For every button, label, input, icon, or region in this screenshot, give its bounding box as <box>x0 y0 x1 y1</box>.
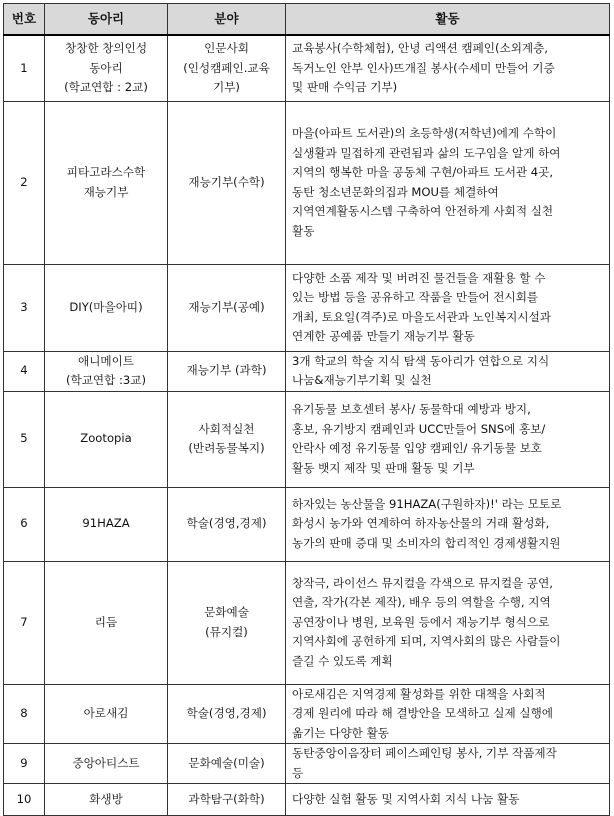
club-name-line: 피타고라스수학 <box>66 165 146 179</box>
club-activity <box>286 487 610 561</box>
row-number: 1 <box>4 35 45 101</box>
club-name <box>45 561 168 684</box>
club-field-line: (반려동물복지) <box>188 441 265 455</box>
club-name <box>45 784 168 816</box>
club-activity-line: 농가의 판매 증대 및 소비자의 합리적인 경제생활지원 <box>292 535 561 550</box>
club-field <box>168 101 286 264</box>
club-field-line: 기부) <box>213 80 240 94</box>
club-field-line: 문화예술 <box>204 605 249 619</box>
club-field <box>168 784 286 816</box>
table-row <box>4 784 610 816</box>
row-number: 6 <box>4 487 45 561</box>
club-name-line: (학교연합 :3교) <box>65 373 146 387</box>
header-number: 번호 <box>4 4 45 36</box>
club-field-line: (뮤지컬) <box>205 624 248 639</box>
club-activity-line: 동탄 청소년문화의집과 MOU를 체결하여 <box>292 184 499 199</box>
club-name <box>45 264 168 351</box>
club-activity-line: 즐길 수 있도록 계획 <box>292 653 393 668</box>
row-number: 9 <box>4 744 45 784</box>
club-field <box>168 35 286 101</box>
club-activity <box>286 744 610 784</box>
club-activity-line: 창작극, 라이선스 뮤지컬을 각색으로 뮤지컬을 공연, <box>292 575 553 590</box>
club-activity <box>286 784 610 816</box>
club-field <box>168 351 286 391</box>
club-field-line: (인성캠페인.교육 <box>183 60 270 75</box>
club-name <box>45 487 168 561</box>
club-activity-line: 유기동물 보호센터 봉사/ 동물학대 예방과 방지, <box>292 402 531 416</box>
club-activity-line: 개최, 토요일(격주)로 마을도서관과 노인복지시설과 <box>292 309 551 324</box>
club-activity-line: 동탄중앙이음장터 페이스페인팅 봉사, 기부 작품제작 <box>292 746 557 760</box>
club-field-line: 재능기부(수학) <box>188 174 265 189</box>
table-row <box>4 684 610 744</box>
table-row <box>4 264 610 351</box>
club-activity-line: 옮기는 다양한 활동 <box>292 725 389 740</box>
row-number: 3 <box>4 264 45 351</box>
club-activity <box>286 391 610 487</box>
club-field <box>168 391 286 487</box>
club-activity-line: 지역연계활동시스템 구축하여 안전하게 사회적 실천 <box>292 204 554 218</box>
club-activity-line: 연계한 공예품 만들기 재능기부 활동 <box>292 329 475 343</box>
table-row <box>4 101 610 264</box>
club-activity-line: 경제 원리에 따라 해 결방안을 모색하고 실제 실행에 <box>292 706 553 720</box>
row-number: 8 <box>4 684 45 744</box>
club-name-line: 중앙아티스트 <box>72 755 140 770</box>
club-name <box>45 391 168 487</box>
club-activity-line: 있는 방법 등을 공유하고 작품을 만들어 전시회를 <box>292 290 539 304</box>
table-row <box>4 561 610 684</box>
club-name <box>45 351 168 391</box>
club-activity-line: 하자있는 농산물을 91HAZA(구원하자)!' 라는 모토로 <box>292 496 562 511</box>
club-activity-line: 실생활과 밀접하게 관련됨과 삶의 도구임을 알게 하여 <box>292 145 561 160</box>
club-field <box>168 561 286 684</box>
club-activity-line: 마을(아파트 도서관)의 초등학생(저학년)에게 수학이 <box>292 126 557 140</box>
club-name-line: (학교연합 : 2교) <box>64 80 148 94</box>
club-activity-line: 아로새김은 지역경제 활성화를 위한 대책을 사회적 <box>292 686 546 701</box>
row-number: 10 <box>4 784 45 816</box>
club-name-line: 아로새김 <box>83 706 129 720</box>
club-field-line: 문화예술(미술) <box>188 755 265 770</box>
club-activity-line: 다양한 실험 활동 및 지역사회 지식 나눔 활동 <box>292 791 520 806</box>
club-field <box>168 264 286 351</box>
club-name <box>45 35 168 101</box>
club-activity <box>286 351 610 391</box>
club-field-line: 학술(경영,경제) <box>186 706 267 720</box>
club-name-line: 창창한 창의인성 <box>64 41 148 55</box>
table-header-row <box>4 4 610 36</box>
club-activity-line: 공연장이나 병원, 보육원 등에서 재능기부 형식으로 <box>292 614 550 629</box>
club-activity-line: 지역사회에 공헌하게 되며, 지역사회의 많은 사람들이 <box>292 634 561 649</box>
club-field-line: 재능기부 (과학) <box>186 363 267 378</box>
club-name-line: 재능기부 <box>83 184 129 199</box>
club-name <box>45 744 168 784</box>
club-activity <box>286 684 610 744</box>
club-field-line: 인문사회 <box>204 41 249 55</box>
table-row <box>4 391 610 487</box>
club-activity <box>286 561 610 684</box>
club-field <box>168 744 286 784</box>
club-field-line: 재능기부(공예) <box>188 299 265 314</box>
header-club: 동아리 <box>45 4 168 36</box>
row-number: 4 <box>4 351 45 391</box>
table-row <box>4 351 610 391</box>
club-name-line: 애니메이트 <box>78 353 134 368</box>
club-activity-line: 활동 <box>292 223 315 238</box>
club-field-line: 과학탐구(화학) <box>188 791 265 806</box>
club-activity-line: 홍보, 유기방지 캠페인과 UCC만들어 SNS에 홍보/ <box>292 421 546 436</box>
club-field-line: 사회적실천 <box>198 421 255 436</box>
club-name-line: 91HAZA <box>82 516 130 531</box>
club-activity-line: 지역의 행복한 마을 공동체 구현/아파트 도서관 4곳, <box>292 165 554 179</box>
club-activity-line: 독거노인 안부 인사)뜨개질 봉사(수세미 만들어 기증 <box>292 60 555 75</box>
club-name-line: Zootopia <box>80 431 132 446</box>
club-activity-line: 다양한 소품 제작 및 버려진 물건들을 재활용 할 수 <box>292 270 546 285</box>
club-name-line: DIY(마을아띠) <box>69 299 143 314</box>
club-name-line: 화생방 <box>89 791 123 806</box>
club-activity <box>286 264 610 351</box>
club-activity-line: 등 <box>292 765 304 780</box>
row-number: 2 <box>4 101 45 264</box>
club-name-line: 리듬 <box>94 614 118 629</box>
club-activity-line: 3개 학교의 학술 지식 탐색 동아리가 연합으로 지식 <box>292 353 550 368</box>
club-activity-line: 안락사 예정 유기동물 입양 캠페인/ 유기동물 보호 <box>292 441 543 455</box>
club-name-line: 동아리 <box>89 60 123 75</box>
table-row <box>4 744 610 784</box>
club-field <box>168 684 286 744</box>
club-activity-line: 나눔&재능기부기획 및 실천 <box>292 373 432 387</box>
club-activity-table <box>3 3 610 816</box>
row-number: 7 <box>4 561 45 684</box>
header-field: 분야 <box>168 4 286 36</box>
club-name <box>45 101 168 264</box>
club-activity-line: 화성시 농가와 연계하여 하자농산물의 거래 활성화, <box>292 516 550 531</box>
table-row <box>4 35 610 101</box>
club-activity <box>286 101 610 264</box>
club-activity <box>286 35 610 101</box>
club-activity-line: 교육봉사(수학체험), 안녕 리액션 캠페인(소외계층, <box>292 41 548 55</box>
club-table-container <box>3 3 609 816</box>
table-row <box>4 487 610 561</box>
club-activity-line: 활동 뱃지 제작 및 판매 활동 및 기부 <box>292 460 475 475</box>
table-body <box>4 35 610 816</box>
club-field-line: 학술(경영,경제) <box>186 516 267 531</box>
club-activity-line: 연출, 작가(각본 제작), 배우 등의 역할을 수행, 지역 <box>292 595 551 610</box>
header-activity: 활동 <box>286 4 610 36</box>
club-field <box>168 487 286 561</box>
row-number: 5 <box>4 391 45 487</box>
club-name <box>45 684 168 744</box>
club-activity-line: 및 판매 수익금 기부) <box>292 80 398 94</box>
